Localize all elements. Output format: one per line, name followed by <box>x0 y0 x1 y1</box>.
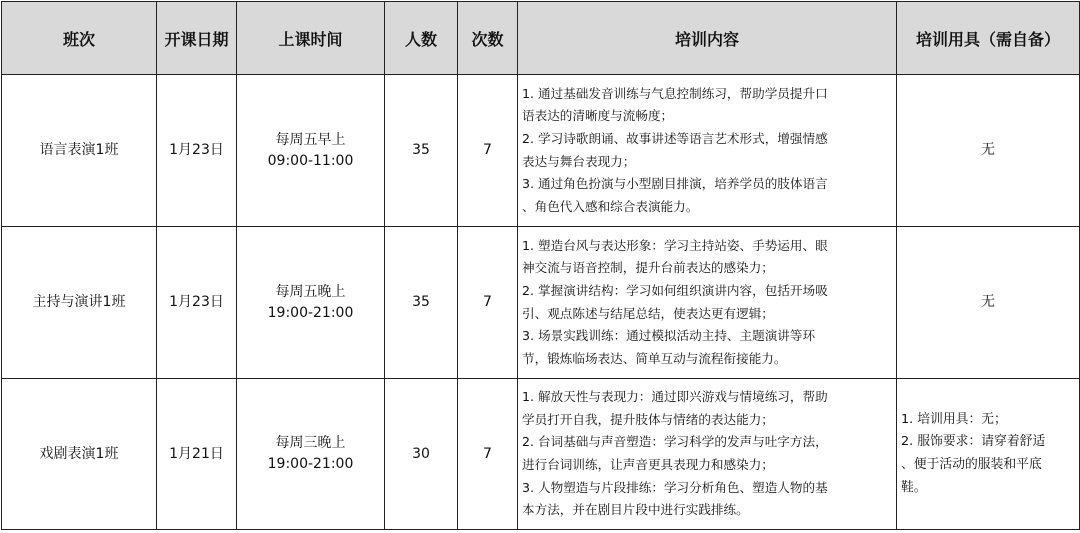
content-line: 1. 通过基础发音训练与气息控制练习，帮助学员提升口 <box>522 85 828 101</box>
tools-line: 1. 培训用具：无； <box>901 411 1007 427</box>
students-cell: 35 <box>385 227 458 379</box>
students-cell: 35 <box>385 75 458 227</box>
content-line: 神交流与语音控制，提升台前表达的感染力； <box>522 260 774 276</box>
header-tools: 培训用具（需自备） <box>897 2 1080 75</box>
course-schedule-table <box>1 1 1080 530</box>
class-name-cell: 主持与演讲1班 <box>2 227 157 379</box>
class-name-cell: 戏剧表演1班 <box>2 379 157 530</box>
header-class: 班次 <box>2 2 157 75</box>
sessions-cell: 7 <box>458 379 518 530</box>
class-time-day: 每周五早上 <box>275 131 346 148</box>
sessions-cell: 7 <box>458 227 518 379</box>
content-line: 学员打开自我，提升肢体与情绪的表达能力； <box>522 411 774 427</box>
class-time-cell <box>237 227 385 379</box>
content-line: 2. 学习诗歌朗诵、故事讲述等语言艺术形式，增强情感 <box>522 130 828 146</box>
content-cell <box>518 75 897 227</box>
class-time-hours: 19:00-21:00 <box>267 304 354 321</box>
table-row <box>2 75 1080 227</box>
header-sessions: 次数 <box>458 2 518 75</box>
tools-line: 鞋。 <box>901 479 927 495</box>
class-time-cell <box>237 75 385 227</box>
content-cell <box>518 379 897 530</box>
content-cell <box>518 227 897 379</box>
class-time-cell <box>237 379 385 530</box>
class-time-hours: 09:00-11:00 <box>267 152 354 169</box>
tools-cell <box>897 379 1080 530</box>
content-line: 3. 通过角色扮演与小型剧目排演，培养学员的肢体语言 <box>522 176 828 192</box>
content-line: 本方法，并在剧目片段中进行实践排练。 <box>522 502 749 518</box>
header-class-time: 上课时间 <box>237 2 385 75</box>
students-cell: 30 <box>385 379 458 530</box>
tools-line: 、便于活动的服装和平底 <box>901 457 1042 472</box>
start-date-cell: 1月23日 <box>157 227 237 379</box>
content-line: 2. 台词基础与声音塑造：学习科学的发声与吐字方法， <box>522 434 828 450</box>
class-name-cell: 语言表演1班 <box>2 75 157 227</box>
sessions-cell: 7 <box>458 75 518 227</box>
table-row <box>2 379 1080 530</box>
content-line: 3. 人物塑造与片段排练：学习分析角色、塑造人物的基 <box>522 479 828 495</box>
content-line: 语表达的清晰度与流畅度； <box>522 108 674 124</box>
tools-line: 2. 服饰要求：请穿着舒适 <box>901 434 1046 450</box>
start-date-cell: 1月21日 <box>157 379 237 530</box>
content-line: 表达与舞台表现力； <box>522 153 636 169</box>
content-line: 进行台词训练，让声音更具表现力和感染力； <box>522 457 774 472</box>
tools-cell: 无 <box>897 227 1080 379</box>
class-time-hours: 19:00-21:00 <box>267 456 354 472</box>
content-line: 1. 解放天性与表现力：通过即兴游戏与情境练习，帮助 <box>522 389 828 405</box>
start-date-cell: 1月23日 <box>157 75 237 227</box>
tools-cell: 无 <box>897 75 1080 227</box>
class-time-day: 每周三晚上 <box>275 435 346 451</box>
class-time-day: 每周五晚上 <box>275 283 346 300</box>
content-line: 2. 掌握演讲结构：学习如何组织演讲内容，包括开场吸 <box>522 282 828 298</box>
content-line: 引、观点陈述与结尾总结，使表达更有逻辑； <box>522 305 774 321</box>
content-line: 、角色代入感和综合表演能力。 <box>522 198 699 214</box>
table-row <box>2 227 1080 379</box>
header-start-date: 开课日期 <box>157 2 237 75</box>
content-line: 1. 塑造台风与表达形象：学习主持站姿、手势运用、眼 <box>522 237 828 253</box>
content-line: 3. 场景实践训练：通过模拟活动主持、主题演讲等环 <box>522 328 816 344</box>
content-line: 节，锻炼临场表达、简单互动与流程衔接能力。 <box>522 350 787 366</box>
header-content: 培训内容 <box>518 2 897 75</box>
header-row <box>2 2 1080 75</box>
header-students: 人数 <box>385 2 458 75</box>
